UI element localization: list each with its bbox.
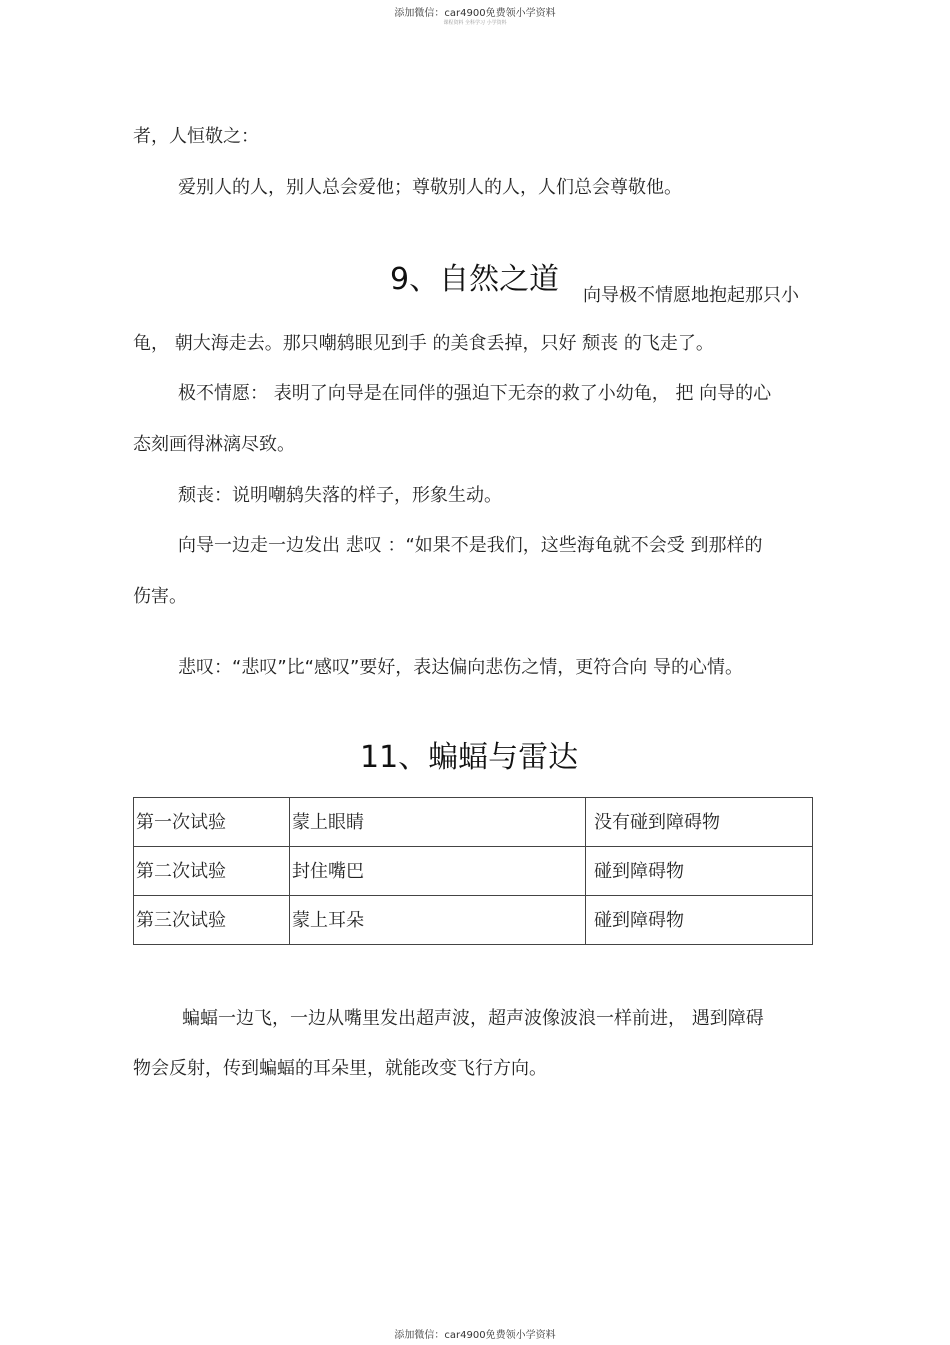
table-cell: 第三次试验: [134, 896, 290, 945]
watermark-top: 添加微信：car4900免费领小学资料: [394, 8, 556, 19]
table-cell: 封住嘴巴: [290, 847, 586, 896]
table-row: [134, 896, 813, 945]
table-row: [134, 847, 813, 896]
table-row: [134, 798, 813, 847]
quote-line: 伤害。: [133, 586, 187, 607]
paragraph-line: 龟， 朝大海走去。那只嘲鸫眼见到手 的美食丢掉，只好 颓丧 的飞走了。: [133, 333, 714, 354]
table-cell: 蒙上耳朵: [290, 896, 586, 945]
annotation-line: 颓丧：说明嘲鸫失落的样子，形象生动。: [178, 485, 502, 506]
watermark-subtext: 课程资料 全科学习 小学资料: [443, 20, 507, 26]
annotation-line: 极不情愿： 表明了向导是在同伴的强迫下无奈的救了小幼龟， 把 向导的心: [178, 383, 772, 404]
annotation-line: 态刻画得淋漓尽致。: [133, 434, 295, 455]
table-cell: 没有碰到障碍物: [586, 798, 813, 847]
section-9-heading: 9、自然之道: [390, 262, 560, 297]
table-cell: 碰到障碍物: [586, 896, 813, 945]
watermark-bottom: 添加微信：car4900免费领小学资料: [394, 1330, 556, 1341]
table-cell: 碰到障碍物: [586, 847, 813, 896]
paragraph-line: 蝙蝠一边飞，一边从嘴里发出超声波，超声波像波浪一样前进， 遇到障碍: [182, 1008, 764, 1029]
paragraph-line: 者，人恒敬之：: [133, 126, 259, 147]
experiment-table: [133, 797, 813, 945]
table-cell: 第二次试验: [134, 847, 290, 896]
table-cell: 第一次试验: [134, 798, 290, 847]
quote-line: 向导一边走一边发出 悲叹 ：“如果不是我们，这些海龟就不会受 到那样的: [178, 535, 763, 556]
paragraph-line: 爱别人的人，别人总会爱他；尊敬别人的人，人们总会尊敬他。: [178, 177, 682, 198]
paragraph-line: 物会反射，传到蝙蝠的耳朵里，就能改变飞行方向。: [133, 1058, 547, 1079]
paragraph-line: 向导极不情愿地抱起那只小: [583, 285, 799, 306]
annotation-line: 悲叹：“悲叹”比“感叹”要好，表达偏向悲伤之情，更符合向 导的心情。: [178, 657, 744, 678]
section-11-heading: 11、蝙蝠与雷达: [360, 740, 579, 775]
table-cell: 蒙上眼睛: [290, 798, 586, 847]
